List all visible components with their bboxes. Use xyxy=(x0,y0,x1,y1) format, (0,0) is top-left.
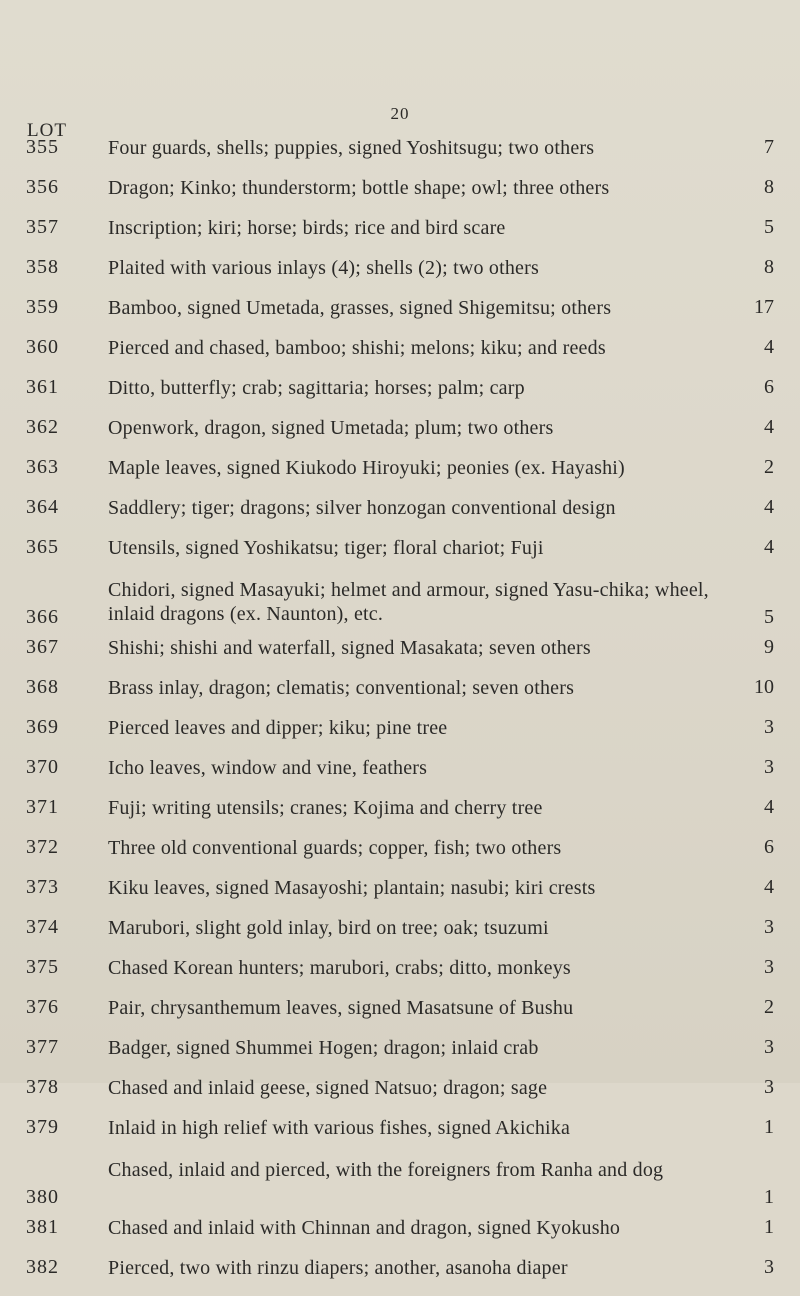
lot-row xyxy=(0,1116,800,1156)
lot-row xyxy=(0,676,800,716)
lot-number: 356 xyxy=(26,176,59,198)
lot-number: 381 xyxy=(26,1216,59,1238)
lot-description: Openwork, dragon, signed Umetada; plum; two others xyxy=(108,417,554,439)
lot-number: 375 xyxy=(26,956,59,978)
lot-description: Dragon; Kinko; thunderstorm; bottle shape; owl; three others xyxy=(108,177,610,199)
lot-description: Pierced, two with rinzu diapers; another, asanoha diaper xyxy=(108,1257,568,1279)
lot-number: 367 xyxy=(26,636,59,658)
lot-column-heading: LOT xyxy=(27,120,67,141)
lot-row xyxy=(0,456,800,496)
lot-row xyxy=(0,376,800,416)
lot-quantity: 9 xyxy=(764,636,774,658)
lot-quantity: 3 xyxy=(764,1076,774,1098)
lot-quantity: 2 xyxy=(764,456,774,478)
lot-number: 361 xyxy=(26,376,59,398)
lot-quantity: 5 xyxy=(764,606,774,628)
lot-number: 366 xyxy=(26,606,59,628)
lot-row xyxy=(0,296,800,336)
lot-number: 379 xyxy=(26,1116,59,1138)
lot-row xyxy=(0,1216,800,1256)
lot-number: 364 xyxy=(26,496,59,518)
lot-quantity: 1 xyxy=(764,1186,774,1208)
lot-number: 382 xyxy=(26,1256,59,1278)
lot-description: Chased Korean hunters; marubori, crabs; ditto, monkeys xyxy=(108,957,571,979)
lot-quantity: 4 xyxy=(764,536,774,558)
lot-row xyxy=(0,1158,800,1208)
lot-description: Pair, chrysanthemum leaves, signed Masatsune of Bushu xyxy=(108,997,574,1019)
lot-row xyxy=(0,1076,800,1116)
lot-number: 355 xyxy=(26,136,59,158)
lot-quantity: 3 xyxy=(764,716,774,738)
lot-description: Marubori, slight gold inlay, bird on tree; oak; tsuzumi xyxy=(108,917,549,939)
lot-quantity: 4 xyxy=(764,336,774,358)
lot-row xyxy=(0,536,800,576)
lot-row xyxy=(0,636,800,676)
lot-quantity: 4 xyxy=(764,416,774,438)
lot-description: Pierced and chased, bamboo; shishi; melons; kiku; and reeds xyxy=(108,337,606,359)
lot-row xyxy=(0,756,800,796)
lot-number: 370 xyxy=(26,756,59,778)
lot-quantity: 4 xyxy=(764,496,774,518)
lot-quantity: 10 xyxy=(754,676,774,698)
lot-quantity: 5 xyxy=(764,216,774,238)
lot-description: Badger, signed Shummei Hogen; dragon; inlaid crab xyxy=(108,1037,539,1059)
lot-description: Bamboo, signed Umetada, grasses, signed Shigemitsu; others xyxy=(108,297,612,319)
lot-quantity: 3 xyxy=(764,916,774,938)
page-number: 20 xyxy=(390,104,410,123)
lot-row xyxy=(0,796,800,836)
lot-quantity: 1 xyxy=(764,1216,774,1238)
lot-row xyxy=(0,176,800,216)
lot-description: Chidori, signed Masayuki; helmet and armour, signed Yasu-chika; wheel, inlaid dragons (ex. Naunton), etc. xyxy=(108,579,709,625)
lot-quantity: 7 xyxy=(764,136,774,158)
lot-description: Chased, inlaid and pierced, with the foreigners from Ranha and dog xyxy=(108,1159,664,1181)
lot-row xyxy=(0,1256,800,1296)
lot-quantity: 6 xyxy=(764,376,774,398)
lot-description: Ditto, butterfly; crab; sagittaria; horses; palm; carp xyxy=(108,377,525,399)
lot-row xyxy=(0,876,800,916)
lot-number: 373 xyxy=(26,876,59,898)
lot-row xyxy=(0,956,800,996)
lot-description: Icho leaves, window and vine, feathers xyxy=(108,757,428,779)
lot-description: Three old conventional guards; copper, fish; two others xyxy=(108,837,562,859)
lot-number: 374 xyxy=(26,916,59,938)
lot-description: Fuji; writing utensils; cranes; Kojima and cherry tree xyxy=(108,797,543,819)
lot-number: 372 xyxy=(26,836,59,858)
lot-number: 363 xyxy=(26,456,59,478)
lot-quantity: 4 xyxy=(764,796,774,818)
lot-description: Four guards, shells; puppies, signed Yoshitsugu; two others xyxy=(108,137,595,159)
lot-quantity: 3 xyxy=(764,756,774,778)
lot-quantity: 3 xyxy=(764,1256,774,1278)
lot-quantity: 4 xyxy=(764,876,774,898)
lot-row xyxy=(0,836,800,876)
lot-row xyxy=(0,136,800,176)
lot-quantity: 17 xyxy=(754,296,774,318)
lot-number: 376 xyxy=(26,996,59,1018)
lot-row xyxy=(0,716,800,756)
lot-number: 371 xyxy=(26,796,59,818)
lot-number: 362 xyxy=(26,416,59,438)
lot-description: Shishi; shishi and waterfall, signed Masakata; seven others xyxy=(108,637,591,659)
lot-row xyxy=(0,916,800,956)
lot-number: 368 xyxy=(26,676,59,698)
lot-number: 380 xyxy=(26,1186,59,1208)
lot-description: Chased and inlaid geese, signed Natsuo; dragon; sage xyxy=(108,1077,548,1099)
lot-row xyxy=(0,216,800,256)
lot-number: 369 xyxy=(26,716,59,738)
lot-row xyxy=(0,416,800,456)
lot-description: Kiku leaves, signed Masayoshi; plantain; nasubi; kiri crests xyxy=(108,877,596,899)
lot-number: 360 xyxy=(26,336,59,358)
lot-number: 359 xyxy=(26,296,59,318)
lot-description: Chased and inlaid with Chinnan and dragon, signed Kyokusho xyxy=(108,1217,621,1239)
lot-number: 377 xyxy=(26,1036,59,1058)
lot-description: Inscription; kiri; horse; birds; rice and bird scare xyxy=(108,217,506,239)
lot-description: Inlaid in high relief with various fishes, signed Akichika xyxy=(108,1117,571,1139)
lot-description: Plaited with various inlays (4); shells (2); two others xyxy=(108,257,539,279)
lot-row xyxy=(0,1036,800,1076)
lot-quantity: 1 xyxy=(764,1116,774,1138)
lot-row xyxy=(0,578,800,628)
lot-description: Saddlery; tiger; dragons; silver honzogan conventional design xyxy=(108,497,616,519)
lot-quantity: 8 xyxy=(764,176,774,198)
lot-row xyxy=(0,996,800,1036)
lot-description: Maple leaves, signed Kiukodo Hiroyuki; peonies (ex. Hayashi) xyxy=(108,457,625,479)
lot-number: 365 xyxy=(26,536,59,558)
lot-description: Pierced leaves and dipper; kiku; pine tree xyxy=(108,717,448,739)
lot-number: 358 xyxy=(26,256,59,278)
lot-quantity: 6 xyxy=(764,836,774,858)
lot-description: Utensils, signed Yoshikatsu; tiger; floral chariot; Fuji xyxy=(108,537,544,559)
lot-row xyxy=(0,256,800,296)
lot-quantity: 2 xyxy=(764,996,774,1018)
lot-quantity: 3 xyxy=(764,956,774,978)
lot-description: Brass inlay, dragon; clematis; conventional; seven others xyxy=(108,677,575,699)
lot-quantity: 8 xyxy=(764,256,774,278)
lot-quantity: 3 xyxy=(764,1036,774,1058)
lot-number: 357 xyxy=(26,216,59,238)
lot-row xyxy=(0,336,800,376)
lot-row xyxy=(0,496,800,536)
lot-number: 378 xyxy=(26,1076,59,1098)
